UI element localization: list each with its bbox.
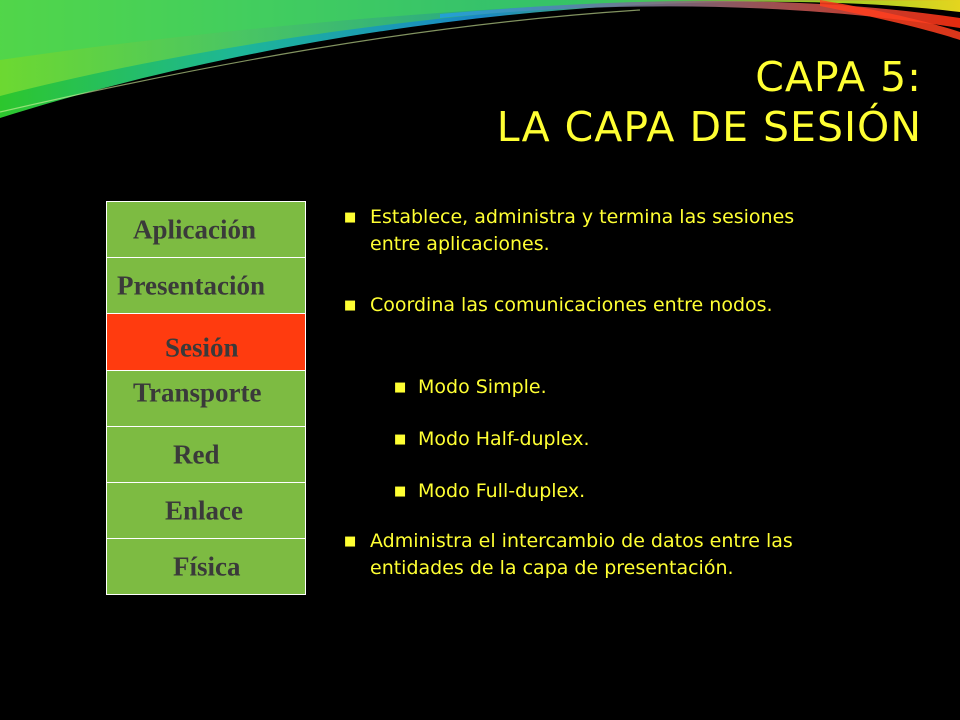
layer-label: Presentación [117,270,265,300]
layer-aplicacion [106,201,306,258]
layer-label: Física [173,551,241,581]
bullet-text: Administra el intercambio de datos entre las entidades de la capa de presentación. [370,530,793,579]
bullet-square-icon: ■ [394,432,407,447]
layer-sesion-highlighted [106,313,306,371]
layer-presentacion [106,257,306,314]
layer-label: Aplicación [133,214,257,244]
bullet-square-icon: ■ [344,534,357,549]
layer-enlace [106,482,306,539]
bullet-text: Establece, administra y termina las sesiones entre aplicaciones. [370,206,795,255]
bullet-text: Modo Half-duplex. [418,428,590,450]
sub-bullet-item [344,374,844,401]
slide-title [302,52,922,152]
bullet-item [344,528,844,582]
layer-label: Enlace [165,495,243,525]
layer-transporte [106,370,306,427]
title-line-1: CAPA 5: [755,53,922,101]
layer-fisica [106,538,306,595]
bullet-square-icon: ■ [344,210,357,225]
bullet-text: Coordina las comunicaciones entre nodos. [370,294,773,316]
title-line-2: LA CAPA DE SESIÓN [496,103,922,151]
bullet-text: Modo Full-duplex. [418,480,586,502]
bullet-text: Modo Simple. [418,376,547,398]
bullet-square-icon: ■ [344,298,357,313]
layer-label: Sesión [165,332,239,363]
layer-label: Red [173,439,220,469]
bullet-square-icon: ■ [394,380,407,395]
bullet-item [344,292,844,319]
layer-label: Transporte [133,377,262,408]
bullet-item [344,204,844,258]
sub-bullet-item [344,478,844,505]
osi-layer-stack [106,202,306,595]
sub-bullet-item [344,426,844,453]
layer-red [106,426,306,483]
bullet-square-icon: ■ [394,484,407,499]
